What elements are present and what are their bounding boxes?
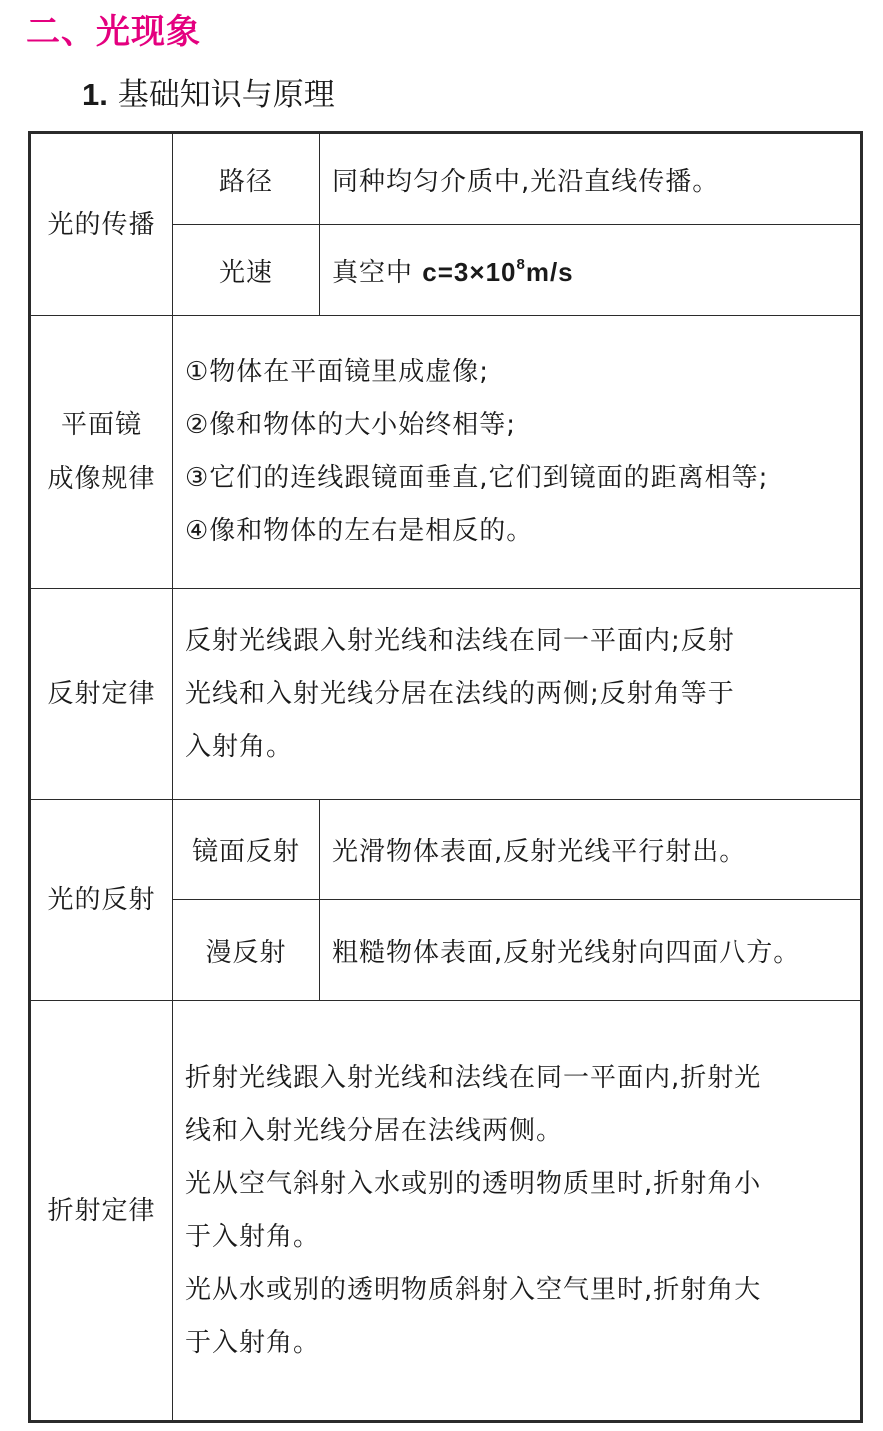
list-item: ③它们的连线跟镜面垂直,它们到镜面的距离相等;	[185, 463, 769, 493]
list-item: ②像和物体的大小始终相等;	[185, 410, 517, 440]
sub-label-speed: 光速	[173, 225, 320, 316]
speed-prefix: 真空中	[332, 257, 414, 288]
cell-diffuse-text: 粗糙物体表面,反射光线射向四面八方。	[320, 900, 862, 1001]
cell-refraction-law	[173, 1001, 862, 1422]
sub-label-diffuse: 漫反射	[173, 900, 320, 1001]
table-row	[30, 316, 862, 589]
row-label-line: 成像规律	[47, 464, 156, 494]
table-row	[30, 1001, 862, 1422]
speed-formula: $c=3\times 10^8m/s$	[422, 255, 574, 287]
row-label-reflection: 光的反射	[30, 800, 173, 1001]
subsection-number: 1.	[82, 77, 108, 112]
text-line: 折射光线跟入射光线和法线在同一平面内,折射光	[185, 1062, 762, 1093]
subsection-title	[82, 76, 335, 114]
text-line: 反射光线跟入射光线和法线在同一平面内;反射	[185, 625, 735, 656]
row-label-plane-mirror	[30, 316, 173, 589]
sub-label-path: 路径	[173, 133, 320, 225]
sub-label-specular: 镜面反射	[173, 800, 320, 900]
table-row	[30, 133, 862, 225]
section-title: 二、光现象	[26, 12, 201, 52]
cell-specular-text: 光滑物体表面,反射光线平行射出。	[320, 800, 862, 900]
table-row	[30, 589, 862, 800]
text-line: 光从空气斜射入水或别的透明物质里时,折射角小	[185, 1168, 762, 1199]
row-label-reflection-law: 反射定律	[30, 589, 173, 800]
subsection-title-text: 基础知识与原理	[117, 77, 335, 113]
row-label-refraction-law: 折射定律	[30, 1001, 173, 1422]
table-row	[30, 800, 862, 900]
row-label-propagation: 光的传播	[30, 133, 173, 316]
list-item: ④像和物体的左右是相反的。	[185, 516, 534, 546]
cell-speed-text	[320, 225, 862, 316]
text-line: 入射角。	[185, 731, 294, 762]
list-item: ①物体在平面镜里成虚像;	[185, 357, 490, 387]
row-label-line: 平面镜	[60, 410, 142, 440]
text-line: 于入射角。	[185, 1221, 321, 1252]
text-line: 线和入射光线分居在法线两侧。	[185, 1115, 564, 1146]
knowledge-table	[28, 131, 863, 1423]
text-line: 于入射角。	[185, 1327, 321, 1358]
text-line: 光从水或别的透明物质斜射入空气里时,折射角大	[185, 1274, 762, 1305]
cell-path-text: 同种均匀介质中,光沿直线传播。	[320, 133, 862, 225]
text-line: 光线和入射光线分居在法线的两侧;反射角等于	[185, 678, 735, 709]
cell-reflection-law	[173, 589, 862, 800]
cell-plane-mirror-rules	[173, 316, 862, 589]
